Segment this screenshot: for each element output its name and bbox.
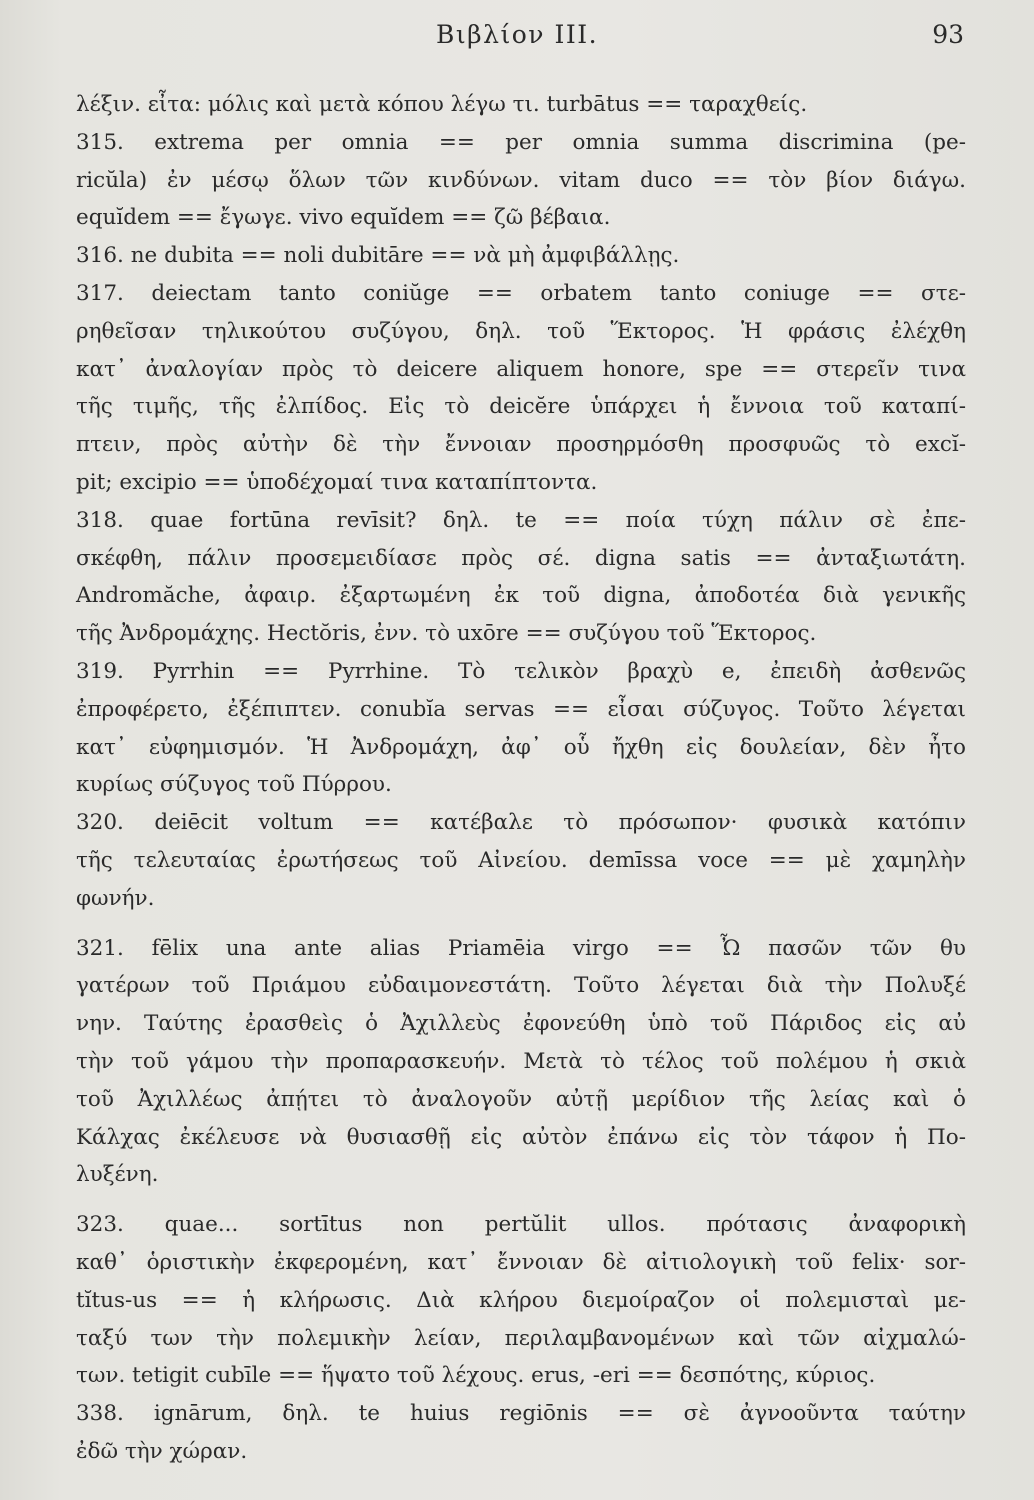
text-line: γατέρων τοῦ Πριάμου εὐδαιμονεστάτη. Τοῦτο λέγεται διὰ τὴν Πολυξέ xyxy=(76,973,966,999)
text-line: 317. deiectam tanto coniŭge == orbatem tanto coniuge == στε- xyxy=(76,280,966,306)
text-line: ταξύ των τὴν πολεμικὴν λείαν, περιλαμβανομένων καὶ τῶν αἰχμαλώ- xyxy=(76,1325,966,1351)
running-title: Βιβλίον III. xyxy=(435,20,599,49)
text-line: τῆς τελευταίας ἐρωτήσεως τοῦ Αἰνείου. demīssa voce == μὲ χαμηλὴν xyxy=(76,847,966,873)
text-line: κυρίως σύζυγος τοῦ Πύρρου. xyxy=(76,772,392,798)
note-continuation xyxy=(76,86,966,124)
text-line: τῆς Ἀνδρομάχης. Hectŏris, ἐνν. τὸ uxōre == συζύγου τοῦ Ἕκτορος. xyxy=(76,621,817,647)
running-header xyxy=(70,20,964,60)
note-323 xyxy=(76,1206,966,1395)
note-319 xyxy=(76,653,966,804)
page-number: 93 xyxy=(932,20,964,49)
text-line: φωνήν. xyxy=(76,885,155,911)
text-line: 315. extrema per omnia == per omnia summa discrimina (pe- xyxy=(76,129,966,155)
text-line: κατ᾽ εὐφημισμόν. Ἡ Ἀνδρομάχη, ἀφ᾽ οὗ ἤχθη εἰς δουλείαν, δὲν ἦτο xyxy=(76,734,966,760)
text-line: 319. Pyrrhin == Pyrrhine. Τὸ τελικὸν βραχὺ e, ἐπειδὴ ἀσθενῶς xyxy=(76,658,966,684)
text-line: κατ᾽ ἀναλογίαν πρὸς τὸ deicere aliquem honore, spe == στερεῖν τινα xyxy=(76,356,966,382)
text-line: νην. Ταύτης ἐρασθεὶς ὁ Ἀχιλλεὺς ἐφονεύθη ὑπὸ τοῦ Πάριδος εἰς αὐ xyxy=(76,1011,966,1037)
text-line: ricŭla) ἐν μέσῳ ὅλων τῶν κινδύνων. vitam duco == τὸν βίον διάγω. xyxy=(76,167,966,193)
text-line: tĭtus-us == ἡ κλήρωσις. Διὰ κλήρου διεμοίραζον οἱ πολεμισταὶ με- xyxy=(76,1287,966,1313)
text-line: τῆς τιμῆς, τῆς ἐλπίδος. Εἰς τὸ deicĕre ὑπάρχει ἡ ἔννοια τοῦ καταπί- xyxy=(76,394,966,420)
note-318 xyxy=(76,502,966,653)
text-line: ρηθεῖσαν τηλικούτου συζύγου, δηλ. τοῦ Ἕκτορος. Ἡ φράσις ἐλέχθη xyxy=(76,318,966,344)
note-315 xyxy=(76,124,966,237)
note-317 xyxy=(76,275,966,502)
text-line: σκέφθη, πάλιν προσεμειδίασε πρὸς σέ. digna satis == ἀνταξιωτάτη. xyxy=(76,545,966,571)
text-line: τοῦ Ἀχιλλέως ἀπῄτει τὸ ἀναλογοῦν αὐτῇ μερίδιον τῆς λείας καὶ ὁ xyxy=(76,1086,966,1112)
text-line: λυξένη. xyxy=(76,1162,159,1188)
paragraph-gap xyxy=(76,918,966,930)
text-line: Κάλχας ἐκέλευσε νὰ θυσιασθῇ εἰς αὐτὸν ἐπάνω εἰς τὸν τάφον ἡ Πο- xyxy=(76,1124,966,1150)
commentary-text xyxy=(76,86,966,1471)
text-line: ἐδῶ τὴν χώραν. xyxy=(76,1438,248,1464)
text-line: 320. deiēcit voltum == κατέβαλε τὸ πρόσωπον· φυσικὰ κατόπιν xyxy=(76,810,966,836)
text-line: Andromăche, ἀφαιρ. ἐξαρτωμένη ἐκ τοῦ digna, ἀποδοτέα διὰ γενικῆς xyxy=(76,583,966,609)
text-line: 318. quae fortūna revīsit? δηλ. te == ποία τύχη πάλιν σὲ ἐπε- xyxy=(76,507,966,533)
text-line: equĭdem == ἔγωγε. vivo equĭdem == ζῶ βέβαια. xyxy=(76,205,611,231)
text-line: τὴν τοῦ γάμου τὴν προπαρασκευήν. Μετὰ τὸ τέλος τοῦ πολέμου ἡ σκιὰ xyxy=(76,1048,966,1074)
text-line: 323. quae... sortītus non pertŭlit ullos. πρότασις ἀναφορικὴ xyxy=(76,1212,966,1238)
text-line: πτειν, πρὸς αὐτὴν δὲ τὴν ἔννοιαν προσηρμόσθη προσφυῶς τὸ excĭ- xyxy=(76,432,966,458)
text-line: καθ᾽ ὁριστικὴν ἐκφερομένη, κατ᾽ ἔννοιαν δὲ αἰτιολογικὴ τοῦ felix· sor- xyxy=(76,1249,966,1275)
note-320 xyxy=(76,804,966,917)
note-321 xyxy=(76,930,966,1195)
text-line: 321. fēlix una ante alias Priamēia virgo == Ὦ πασῶν τῶν θυ xyxy=(76,935,966,961)
text-line: pit; excipio == ὑποδέχομαί τινα καταπίπτοντα. xyxy=(76,469,598,495)
text-line: 338. ignārum, δηλ. te huius regiōnis == σὲ ἀγνοοῦντα ταύτην xyxy=(76,1401,966,1427)
note-338 xyxy=(76,1395,966,1471)
text-line: λέξιν. εἶτα: μόλις καὶ μετὰ κόπου λέγω τι. turbātus == ταραχθείς. xyxy=(76,92,808,117)
paragraph-gap xyxy=(76,1194,966,1206)
note-316 xyxy=(76,237,966,275)
text-line: 316. ne dubita == noli dubitāre == νὰ μὴ ἀμφιβάλλῃς. xyxy=(76,243,680,269)
text-line: ἐπροφέρετο, ἐξέπιπτεν. conubĭa servas == εἶσαι σύζυγος. Τοῦτο λέγεται xyxy=(76,696,966,722)
text-line: των. tetigit cubīle == ἥψατο τοῦ λέχους. erus, -eri == δεσπότης, κύριος. xyxy=(76,1363,876,1389)
